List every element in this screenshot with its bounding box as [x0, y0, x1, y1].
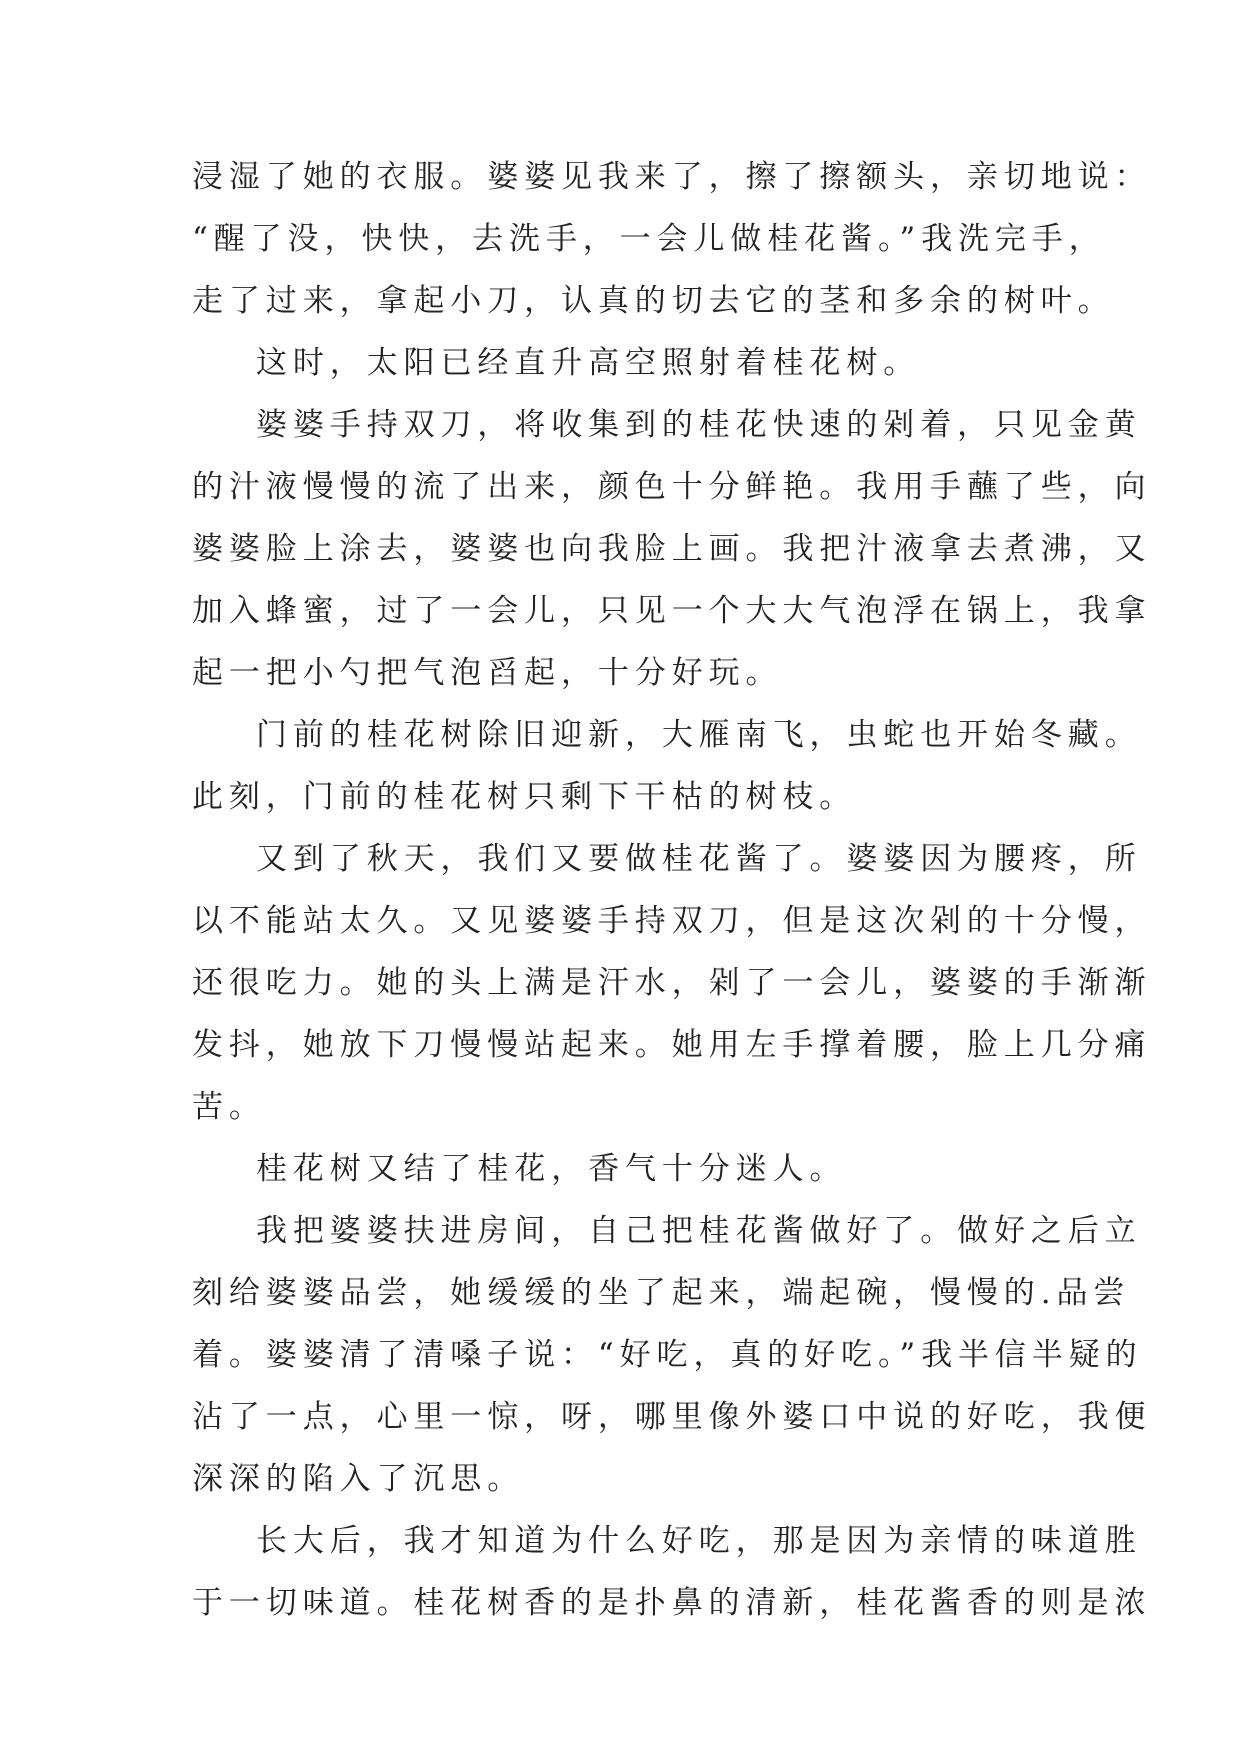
- paragraph-first-line: 这时，太阳已经直升高空照射着桂花树。: [256, 345, 921, 381]
- text-line: 浸湿了她的衣服。婆婆见我来了，擦了擦额头，亲切地说：: [192, 159, 1152, 195]
- paragraph-first-line: 婆婆手持双刀，将收集到的桂花快速的剁着，只见金黄: [256, 407, 1142, 443]
- text-line: 婆婆脸上涂去，婆婆也向我脸上画。我把汁液拿去煮沸，又: [192, 531, 1152, 567]
- text-line: 苦。: [192, 1089, 266, 1125]
- text-line: 的汁液慢慢的流了出来，颜色十分鲜艳。我用手蘸了些，向: [192, 469, 1152, 505]
- text-line: 以不能站太久。又见婆婆手持双刀，但是这次剁的十分慢，: [192, 903, 1152, 939]
- text-line: 走了过来，拿起小刀，认真的切去它的茎和多余的树叶。: [192, 283, 1115, 319]
- paragraph-first-line: 长大后，我才知道为什么好吃，那是因为亲情的味道胜: [256, 1523, 1142, 1559]
- text-line: 还很吃力。她的头上满是汗水，剁了一会儿，婆婆的手渐渐: [192, 965, 1152, 1001]
- text-line: 深深的陷入了沉思。: [192, 1461, 525, 1497]
- paragraph-first-line: 门前的桂花树除旧迎新，大雁南飞，虫蛇也开始冬藏。: [256, 717, 1142, 753]
- text-line: “醒了没，快快，去洗手，一会儿做桂花酱。”我洗完手，: [192, 221, 1106, 257]
- paragraph-first-line: 我把婆婆扶进房间，自己把桂花酱做好了。做好之后立: [256, 1213, 1142, 1249]
- text-line: 此刻，门前的桂花树只剩下干枯的树枝。: [192, 779, 857, 815]
- text-line: 于一切味道。桂花树香的是扑鼻的清新，桂花酱香的则是浓: [192, 1585, 1152, 1621]
- text-line: 着。婆婆清了清嗓子说：“好吃，真的好吃。”我半信半疑的: [192, 1337, 1143, 1373]
- text-line: 起一把小勺把气泡舀起，十分好玩。: [192, 655, 783, 691]
- text-line: 发抖，她放下刀慢慢站起来。她用左手撑着腰，脸上几分痛: [192, 1027, 1152, 1063]
- text-line: 刻给婆婆品尝，她缓缓的坐了起来，端起碗，慢慢的.品尝: [192, 1275, 1131, 1311]
- text-line: 加入蜂蜜，过了一会儿，只见一个大大气泡浮在锅上，我拿: [192, 593, 1152, 629]
- paragraph-first-line: 桂花树又结了桂花，香气十分迷人。: [256, 1151, 847, 1187]
- text-line: 沾了一点，心里一惊，呀，哪里像外婆口中说的好吃，我便: [192, 1399, 1152, 1435]
- paragraph-first-line: 又到了秋天，我们又要做桂花酱了。婆婆因为腰疼，所: [256, 841, 1142, 877]
